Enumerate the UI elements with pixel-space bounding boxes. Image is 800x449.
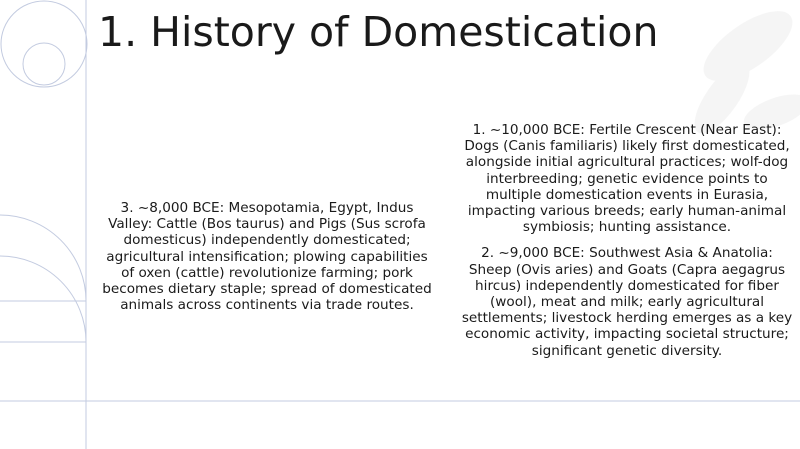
leaf-shadow-graphic: [685, 0, 800, 142]
timeline-item-8000-bce: 3. ~8,000 BCE: Mesopotamia, Egypt, Indus Valley: Cattle (Bos taurus) and Pigs (Sus scrofa domesticus) independently domesticated; agricultural intensification; plowing capabilities of oxen (cattle) revolutionize farming; pork becomes dietary staple; spread of domesticated animals across continents via trade routes.: [102, 200, 432, 314]
timeline-item-9000-bce: 2. ~9,000 BCE: Southwest Asia & Anatolia: Sheep (Ovis aries) and Goats (Capra aegagrus hircus) independently domesticated for fiber (wool), meat and milk; early agricultural settlements; livestock herding emerges as a key economic activity, impacting societal structure; significant genetic diversity.: [461, 245, 793, 359]
timeline-column-right: [460, 122, 794, 359]
deco-circle-small: [23, 43, 65, 85]
deco-arch-lower: [0, 256, 86, 342]
slide-title: 1. History of Domestication: [98, 8, 659, 56]
deco-arch-upper: [0, 215, 86, 301]
timeline-item-10000-bce: 1. ~10,000 BCE: Fertile Crescent (Near East): Dogs (Canis familiaris) likely first domesticated, alongside initial agricultural practices; wolf-dog interbreeding; genetic evidence points to multiple domestication events in Eurasia, impacting various breeds; early human-animal symbiosis; hunting assistance.: [464, 122, 790, 236]
deco-circle-large: [1, 1, 87, 87]
timeline-column-left: [100, 200, 434, 313]
